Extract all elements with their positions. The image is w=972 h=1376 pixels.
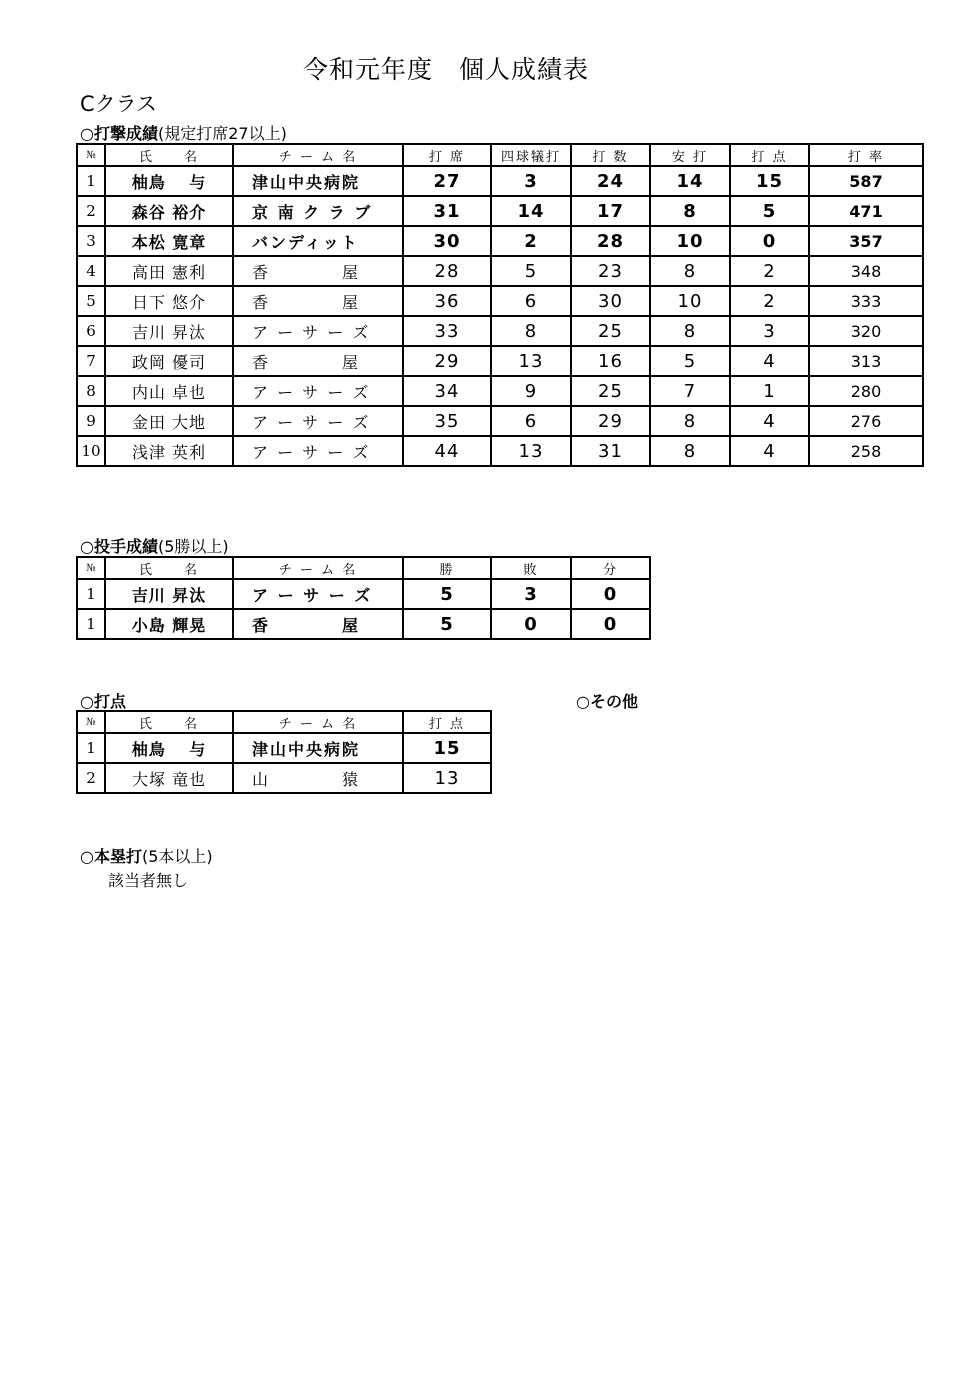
team-name-cell: 津山中央病院 (233, 166, 403, 196)
rbi-cell: 2 (730, 286, 809, 316)
column-header: 打 点 (730, 144, 809, 166)
player-name-cell: 吉川 昇汰 (105, 316, 233, 346)
player-name-cell: 大塚 竜也 (105, 763, 233, 793)
draws-cell: 0 (571, 609, 650, 639)
at-bats-cell: 25 (571, 376, 650, 406)
batting-average-cell: 280 (809, 376, 923, 406)
column-header: チ ー ム 名 (233, 557, 403, 579)
walks-sacrifices-cell: 14 (491, 196, 571, 226)
table-row (77, 376, 923, 406)
player-name-cell: 本松 寛章 (105, 226, 233, 256)
table-row (77, 226, 923, 256)
player-name-cell: 高田 憲利 (105, 256, 233, 286)
rbi-cell: 3 (730, 316, 809, 346)
player-name-cell: 金田 大地 (105, 406, 233, 436)
walks-sacrifices-cell: 13 (491, 346, 571, 376)
rbi-cell: 13 (403, 763, 491, 793)
column-header: 安 打 (650, 144, 730, 166)
player-name-cell: 吉川 昇汰 (105, 579, 233, 609)
plate-appearances-cell: 35 (403, 406, 491, 436)
at-bats-cell: 31 (571, 436, 650, 466)
column-header: 打 点 (403, 711, 491, 733)
losses-cell: 0 (491, 609, 571, 639)
homerun-section-label (80, 844, 213, 867)
rank-cell: 10 (77, 436, 105, 466)
column-header: 敗 (491, 557, 571, 579)
column-header: 氏 名 (105, 144, 233, 166)
at-bats-cell: 30 (571, 286, 650, 316)
batting-label: ○打撃成績 (80, 124, 158, 143)
column-header: № (77, 711, 105, 733)
plate-appearances-cell: 31 (403, 196, 491, 226)
rbi-cell: 4 (730, 406, 809, 436)
hits-cell: 8 (650, 316, 730, 346)
hits-cell: 10 (650, 286, 730, 316)
team-name-cell: 香 屋 (233, 346, 403, 376)
team-name-cell: バンディット (233, 226, 403, 256)
column-header: 勝 (403, 557, 491, 579)
table-row (77, 406, 923, 436)
rank-cell: 6 (77, 316, 105, 346)
column-header: 打 数 (571, 144, 650, 166)
rbi-cell: 5 (730, 196, 809, 226)
batting-average-cell: 333 (809, 286, 923, 316)
batting-average-cell: 587 (809, 166, 923, 196)
table-row (77, 256, 923, 286)
rank-cell: 2 (77, 763, 105, 793)
rbi-cell: 15 (403, 733, 491, 763)
plate-appearances-cell: 36 (403, 286, 491, 316)
walks-sacrifices-cell: 6 (491, 286, 571, 316)
hits-cell: 8 (650, 436, 730, 466)
team-name-cell: 香 屋 (233, 256, 403, 286)
other-section-label (576, 689, 638, 712)
rbi-cell: 2 (730, 256, 809, 286)
batting-average-cell: 348 (809, 256, 923, 286)
hits-cell: 8 (650, 406, 730, 436)
column-header: 打 率 (809, 144, 923, 166)
table-row (77, 436, 923, 466)
team-name-cell: 京 南 ク ラ ブ (233, 196, 403, 226)
at-bats-cell: 29 (571, 406, 650, 436)
page-title: 令和元年度 個人成績表 (302, 55, 589, 84)
pitching-table (76, 556, 651, 640)
other-label: ○その他 (576, 692, 638, 711)
team-name-cell: 津山中央病院 (233, 733, 403, 763)
table-row (77, 763, 491, 793)
wins-cell: 5 (403, 609, 491, 639)
homerun-label: ○本塁打 (80, 847, 142, 866)
team-name-cell: ア ー サ ー ズ (233, 436, 403, 466)
player-name-cell: 内山 卓也 (105, 376, 233, 406)
rbi-cell: 0 (730, 226, 809, 256)
table-row (77, 609, 650, 639)
losses-cell: 3 (491, 579, 571, 609)
column-header: 打 席 (403, 144, 491, 166)
rank-cell: 1 (77, 609, 105, 639)
rbi-cell: 4 (730, 346, 809, 376)
at-bats-cell: 16 (571, 346, 650, 376)
table-row (77, 166, 923, 196)
pitching-section-label (80, 534, 229, 557)
plate-appearances-cell: 44 (403, 436, 491, 466)
player-name-cell: 柚鳥 与 (105, 166, 233, 196)
player-name-cell: 政岡 優司 (105, 346, 233, 376)
at-bats-cell: 24 (571, 166, 650, 196)
team-name-cell: 香 屋 (233, 286, 403, 316)
walks-sacrifices-cell: 5 (491, 256, 571, 286)
walks-sacrifices-cell: 8 (491, 316, 571, 346)
at-bats-cell: 17 (571, 196, 650, 226)
team-name-cell: 山 猿 (233, 763, 403, 793)
team-name-cell: 香 屋 (233, 609, 403, 639)
batting-table (76, 143, 924, 467)
batting-average-cell: 313 (809, 346, 923, 376)
hits-cell: 8 (650, 256, 730, 286)
batting-average-cell: 471 (809, 196, 923, 226)
rank-cell: 9 (77, 406, 105, 436)
rbi-cell: 4 (730, 436, 809, 466)
rbi-section-label (80, 689, 126, 712)
rbi-cell: 15 (730, 166, 809, 196)
team-name-cell: ア ー サ ー ズ (233, 376, 403, 406)
batting-average-cell: 320 (809, 316, 923, 346)
rank-cell: 3 (77, 226, 105, 256)
rank-cell: 1 (77, 733, 105, 763)
rank-cell: 8 (77, 376, 105, 406)
rank-cell: 4 (77, 256, 105, 286)
plate-appearances-cell: 30 (403, 226, 491, 256)
pitching-note: (5勝以上) (157, 537, 229, 556)
column-header: 氏 名 (105, 557, 233, 579)
team-name-cell: ア ー サ ー ズ (233, 316, 403, 346)
table-row (77, 286, 923, 316)
table-row (77, 196, 923, 226)
rank-cell: 1 (77, 579, 105, 609)
class-name: Cクラス (80, 92, 158, 116)
table-row (77, 346, 923, 376)
hits-cell: 10 (650, 226, 730, 256)
batting-note: (規定打席27以上) (157, 124, 287, 143)
rbi-cell: 1 (730, 376, 809, 406)
rank-cell: 7 (77, 346, 105, 376)
hits-cell: 7 (650, 376, 730, 406)
homerun-note: (5本以上) (141, 847, 213, 866)
walks-sacrifices-cell: 13 (491, 436, 571, 466)
batting-average-cell: 276 (809, 406, 923, 436)
batting-average-cell: 357 (809, 226, 923, 256)
at-bats-cell: 28 (571, 226, 650, 256)
plate-appearances-cell: 28 (403, 256, 491, 286)
column-header: 四球犠打 (491, 144, 571, 166)
plate-appearances-cell: 29 (403, 346, 491, 376)
player-name-cell: 柚鳥 与 (105, 733, 233, 763)
pitching-label: ○投手成績 (80, 537, 158, 556)
rbi-label: ○打点 (80, 692, 126, 711)
column-header: チ ー ム 名 (233, 144, 403, 166)
hits-cell: 5 (650, 346, 730, 376)
player-name-cell: 小島 輝晃 (105, 609, 233, 639)
team-name-cell: ア ー サ ー ズ (233, 406, 403, 436)
walks-sacrifices-cell: 9 (491, 376, 571, 406)
walks-sacrifices-cell: 3 (491, 166, 571, 196)
column-header: 分 (571, 557, 650, 579)
column-header: № (77, 557, 105, 579)
table-row (77, 316, 923, 346)
rbi-table (76, 710, 492, 794)
batting-average-cell: 258 (809, 436, 923, 466)
table-row (77, 579, 650, 609)
hits-cell: 8 (650, 196, 730, 226)
plate-appearances-cell: 27 (403, 166, 491, 196)
column-header: 氏 名 (105, 711, 233, 733)
column-header: № (77, 144, 105, 166)
draws-cell: 0 (571, 579, 650, 609)
player-name-cell: 日下 悠介 (105, 286, 233, 316)
rank-cell: 1 (77, 166, 105, 196)
table-row (77, 733, 491, 763)
player-name-cell: 森谷 裕介 (105, 196, 233, 226)
walks-sacrifices-cell: 6 (491, 406, 571, 436)
team-name-cell: ア ー サ ー ズ (233, 579, 403, 609)
walks-sacrifices-cell: 2 (491, 226, 571, 256)
at-bats-cell: 23 (571, 256, 650, 286)
rank-cell: 5 (77, 286, 105, 316)
plate-appearances-cell: 34 (403, 376, 491, 406)
column-header: チ ー ム 名 (233, 711, 403, 733)
wins-cell: 5 (403, 579, 491, 609)
plate-appearances-cell: 33 (403, 316, 491, 346)
at-bats-cell: 25 (571, 316, 650, 346)
batting-section-label (80, 121, 287, 144)
hits-cell: 14 (650, 166, 730, 196)
homerun-none-text: 該当者無し (108, 871, 189, 890)
rank-cell: 2 (77, 196, 105, 226)
player-name-cell: 浅津 英利 (105, 436, 233, 466)
